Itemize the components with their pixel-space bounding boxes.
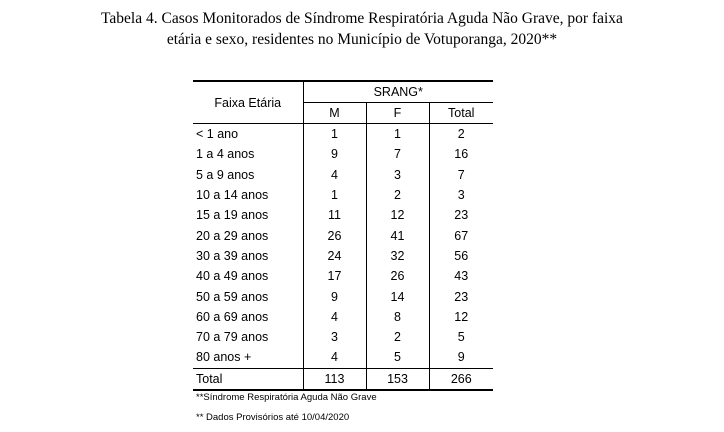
total-label: Total: [193, 368, 303, 390]
cell-faixa: 40 a 49 anos: [193, 266, 303, 286]
header-faixa-etaria: Faixa Etária: [193, 81, 303, 124]
table-row: [193, 185, 493, 205]
cell-f: 2: [366, 327, 429, 347]
total-total: 266: [429, 368, 493, 390]
cell-faixa: 15 a 19 anos: [193, 205, 303, 225]
total-m: 113: [303, 368, 366, 390]
cell-m: 4: [331, 350, 338, 365]
cell-f: 7: [366, 144, 429, 164]
cell-m: 24: [327, 248, 342, 263]
header-total: Total: [429, 103, 493, 124]
cell-m: 4: [331, 309, 338, 324]
table-row: [193, 327, 493, 347]
header-m: M: [303, 103, 366, 124]
cell-m: 26: [327, 228, 342, 243]
table-body: [193, 124, 493, 369]
cell-f: 14: [366, 286, 429, 306]
caption-line-1: Tabela 4. Casos Monitorados de Síndrome Respiratória Aguda Não Grave, por faixa: [101, 10, 623, 27]
cell-f: 26: [366, 266, 429, 286]
cell-f: 8: [366, 307, 429, 327]
cell-m: 4: [331, 167, 338, 182]
cell-faixa: 60 a 69 anos: [193, 307, 303, 327]
cell-total: 56: [429, 246, 493, 266]
cell-total: 67: [429, 225, 493, 245]
cell-f: 5: [366, 347, 429, 368]
cell-total: 2: [429, 124, 493, 145]
cell-faixa: 70 a 79 anos: [193, 327, 303, 347]
caption-line-2: etária e sexo, residentes no Município de Votuporanga, 2020**: [166, 31, 558, 48]
cell-faixa: 1 a 4 anos: [193, 144, 303, 164]
cell-total: 43: [429, 266, 493, 286]
table-row: [193, 347, 493, 368]
cell-f: 12: [366, 205, 429, 225]
cell-total: 16: [429, 144, 493, 164]
table-row: [193, 286, 493, 306]
table-row: [193, 124, 493, 145]
cell-f: 3: [366, 165, 429, 185]
cell-m: 11: [328, 208, 341, 223]
cell-faixa: 80 anos +: [193, 347, 303, 368]
cell-faixa: 20 a 29 anos: [193, 225, 303, 245]
cell-m: 1: [331, 188, 338, 203]
cell-total: 23: [429, 205, 493, 225]
cell-m: 3: [331, 330, 338, 345]
table-row: [193, 266, 493, 286]
cell-total: 3: [429, 185, 493, 205]
cell-m: 17: [327, 269, 342, 284]
cell-m: 9: [331, 289, 338, 304]
cases-table: [193, 80, 493, 391]
cell-faixa: 5 a 9 anos: [193, 165, 303, 185]
table-row: [193, 165, 493, 185]
cell-f: 32: [366, 246, 429, 266]
table-row: [193, 205, 493, 225]
cell-total: 23: [429, 286, 493, 306]
cell-f: 2: [366, 185, 429, 205]
header-srang: SRANG*: [303, 81, 493, 103]
cell-total: 12: [429, 307, 493, 327]
cell-faixa: 10 a 14 anos: [193, 185, 303, 205]
cell-faixa: < 1 ano: [193, 124, 303, 145]
footnote-1: **Síndrome Respiratória Aguda Não Grave: [196, 392, 377, 403]
table-row: [193, 307, 493, 327]
table-row: [193, 144, 493, 164]
cell-total: 5: [429, 327, 493, 347]
cell-m: 1: [331, 127, 338, 142]
cell-f: 1: [366, 124, 429, 145]
header-f: F: [366, 103, 429, 124]
table-row: [193, 225, 493, 245]
table-row: [193, 246, 493, 266]
footnote-2: ** Dados Provisórios até 10/04/2020: [196, 412, 350, 423]
total-row: [193, 368, 493, 390]
footnotes: [196, 388, 377, 428]
cell-total: 9: [429, 347, 493, 368]
total-f: 153: [366, 368, 429, 390]
cell-m: 9: [331, 147, 338, 162]
table-caption: [0, 8, 724, 50]
cell-faixa: 30 a 39 anos: [193, 246, 303, 266]
cell-total: 7: [429, 165, 493, 185]
cell-f: 41: [366, 225, 429, 245]
cell-faixa: 50 a 59 anos: [193, 286, 303, 306]
